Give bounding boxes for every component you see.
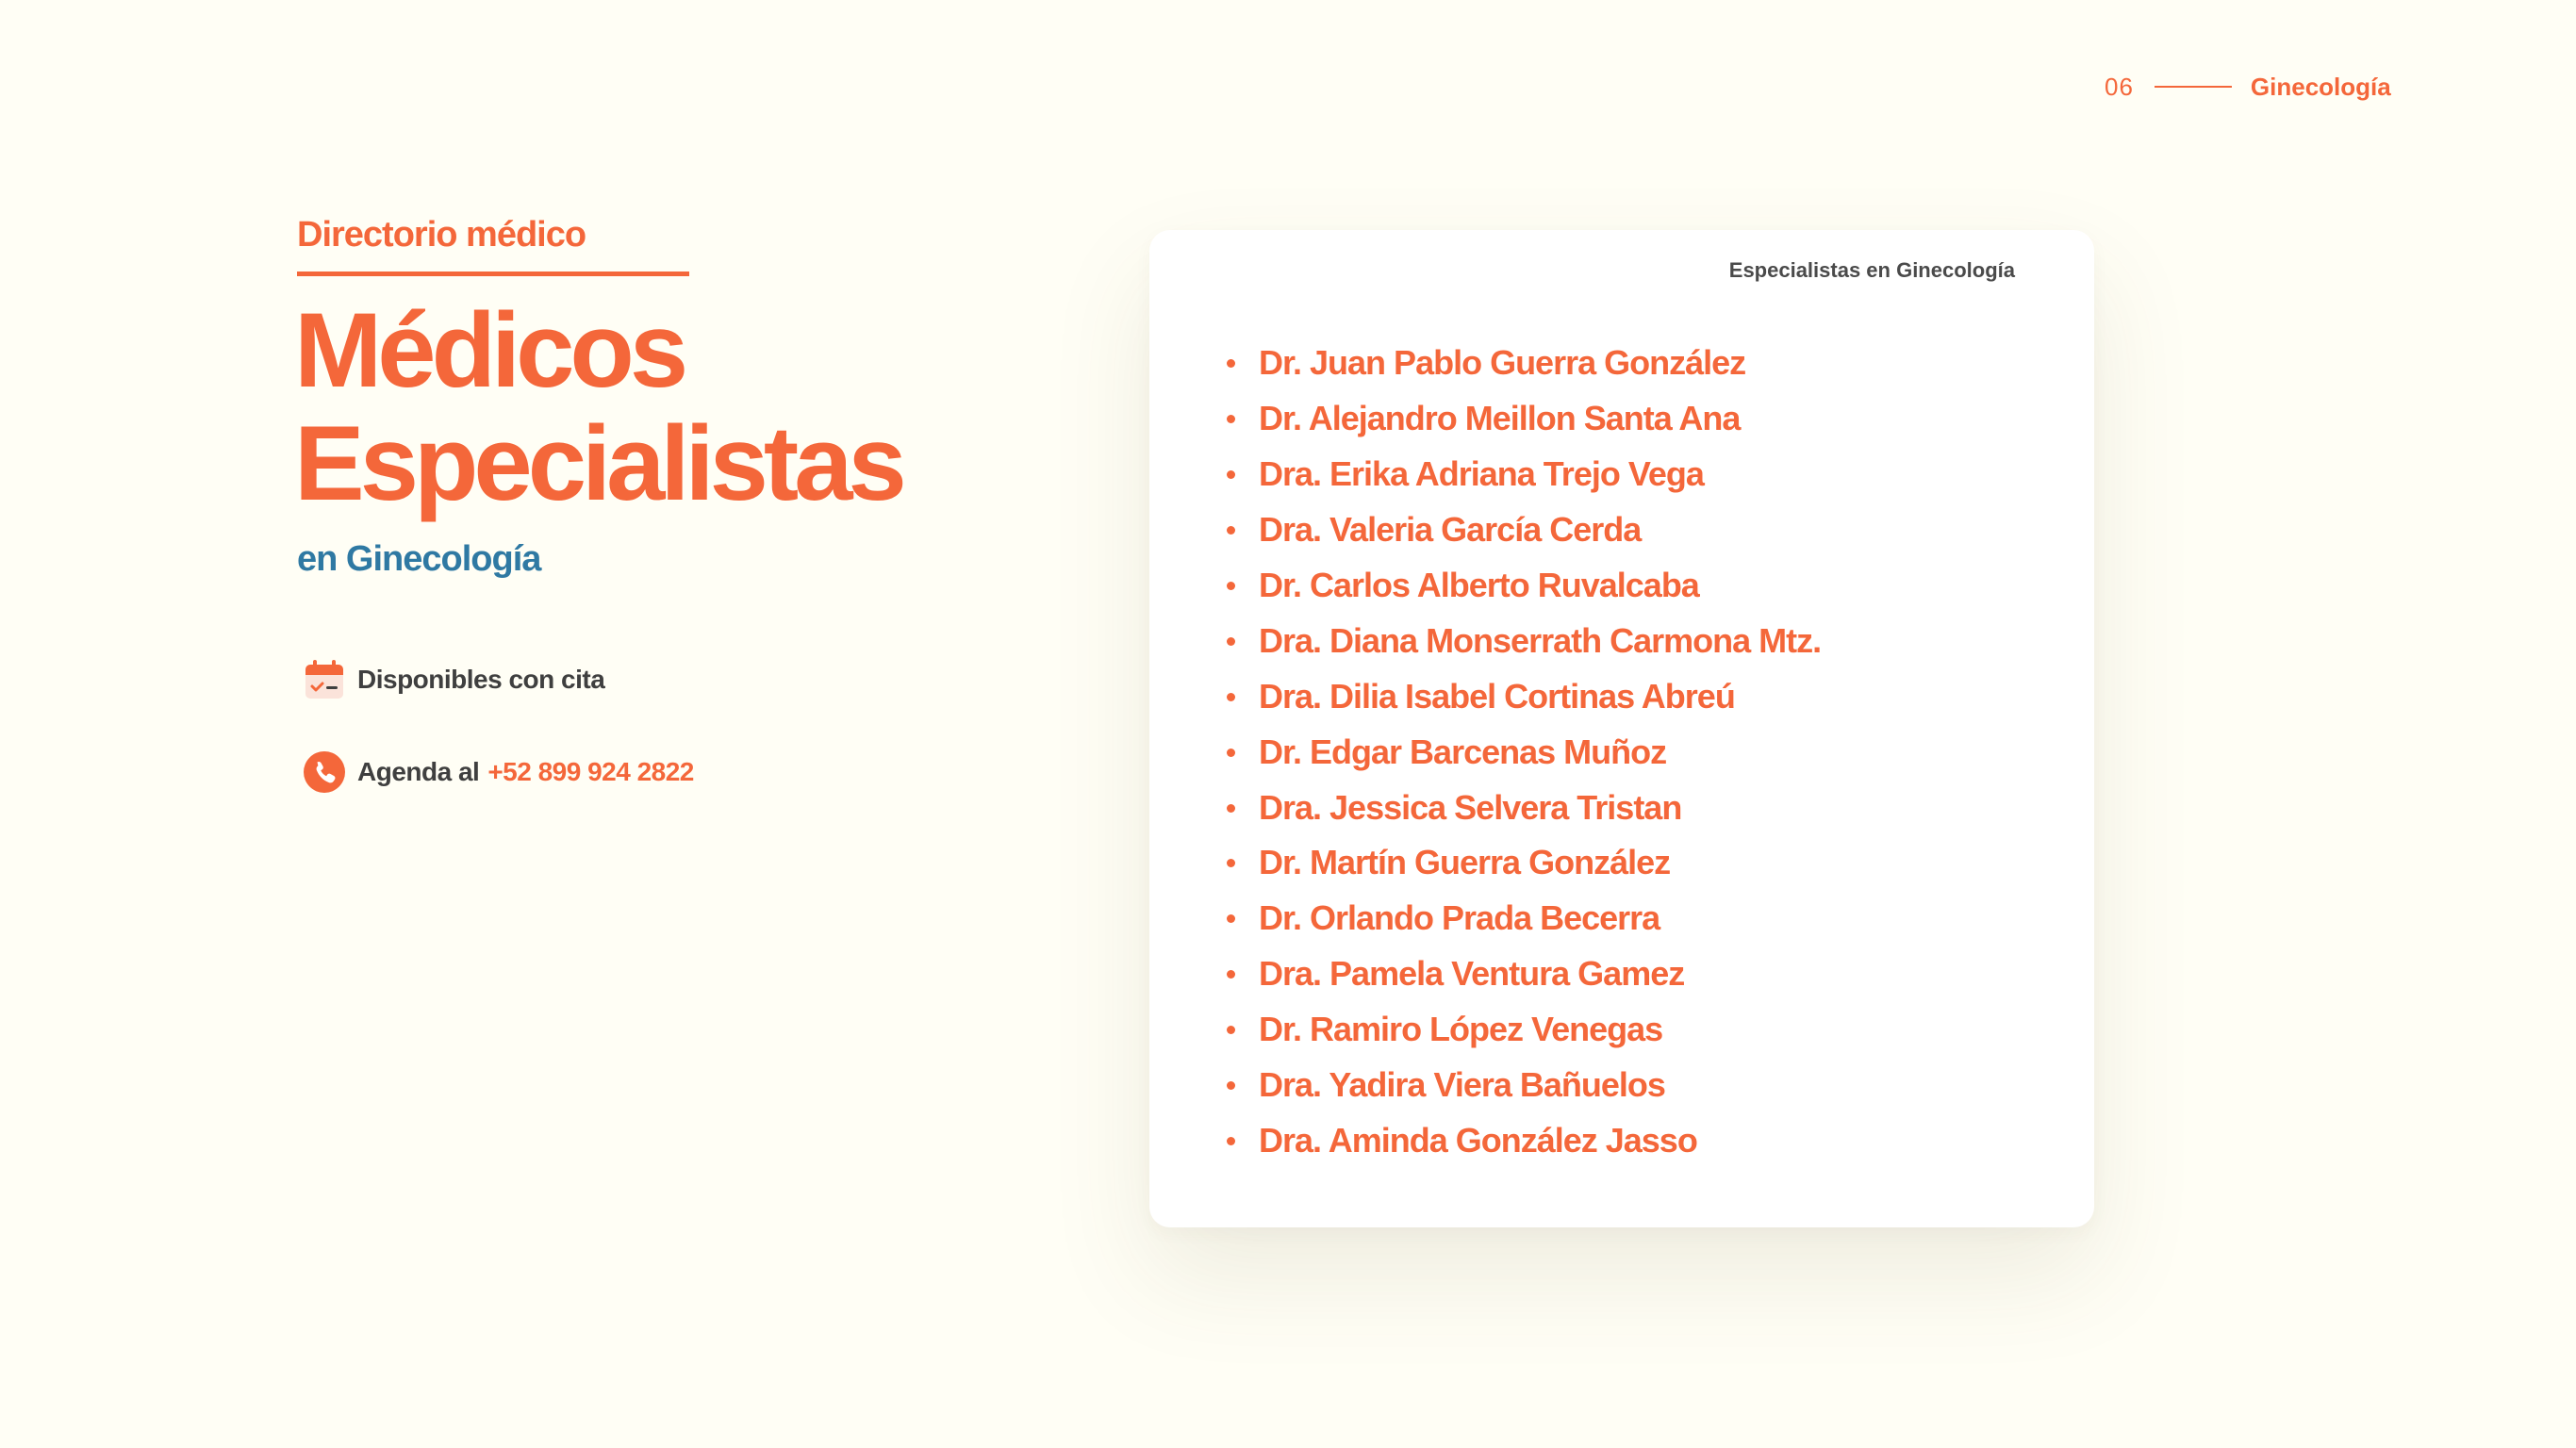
page-number: 06 bbox=[2105, 72, 2134, 101]
doctor-list-item: Dra. Yadira Viera Bañuelos bbox=[1227, 1058, 1821, 1113]
doctor-list-item: Dr. Alejandro Meillon Santa Ana bbox=[1227, 391, 1821, 447]
page-title bbox=[294, 291, 902, 522]
page-section-label: Ginecología bbox=[2250, 72, 2391, 101]
doctor-list bbox=[1227, 336, 1821, 1168]
specialists-card bbox=[1149, 230, 2094, 1227]
doctor-list-item: Dra. Aminda González Jasso bbox=[1227, 1112, 1821, 1168]
phone-number-link[interactable]: +52 899 924 2822 bbox=[487, 757, 694, 786]
calendar-check-icon bbox=[303, 658, 346, 701]
doctor-list-item: Dr. Orlando Prada Becerra bbox=[1227, 891, 1821, 946]
schedule-label: Agenda al bbox=[357, 757, 480, 786]
page-indicator bbox=[2105, 70, 2391, 104]
doctor-list-item: Dra. Diana Monserrath Carmona Mtz. bbox=[1227, 613, 1821, 668]
eyebrow-label: Directorio médico bbox=[297, 215, 586, 255]
eyebrow-underline bbox=[297, 272, 689, 276]
phone-icon bbox=[303, 750, 346, 794]
doctor-list-item: Dr. Martín Guerra González bbox=[1227, 835, 1821, 891]
page-indicator-divider bbox=[2155, 86, 2232, 88]
page-title-line-2: Especialistas bbox=[294, 404, 902, 522]
doctor-list-item: Dr. Ramiro López Venegas bbox=[1227, 1002, 1821, 1058]
doctor-list-item: Dra. Dilia Isabel Cortinas Abreú bbox=[1227, 668, 1821, 724]
page-title-line-1: Médicos bbox=[294, 291, 685, 409]
card-header: Especialistas en Ginecología bbox=[1728, 258, 2015, 282]
availability-row bbox=[303, 658, 604, 701]
doctor-list-item: Dra. Erika Adriana Trejo Vega bbox=[1227, 447, 1821, 502]
doctor-list-item: Dra. Pamela Ventura Gamez bbox=[1227, 946, 1821, 1002]
doctor-list-item: Dr. Edgar Barcenas Muñoz bbox=[1227, 724, 1821, 780]
doctor-list-item: Dra. Valeria García Cerda bbox=[1227, 502, 1821, 558]
schedule-row bbox=[303, 750, 694, 794]
doctor-list-item: Dra. Jessica Selvera Tristan bbox=[1227, 780, 1821, 835]
availability-text: Disponibles con cita bbox=[357, 665, 605, 694]
doctor-list-item: Dr. Carlos Alberto Ruvalcaba bbox=[1227, 558, 1821, 614]
schedule-text bbox=[357, 757, 694, 787]
page-subtitle: en Ginecología bbox=[297, 539, 541, 579]
doctor-list-item: Dr. Juan Pablo Guerra González bbox=[1227, 336, 1821, 391]
